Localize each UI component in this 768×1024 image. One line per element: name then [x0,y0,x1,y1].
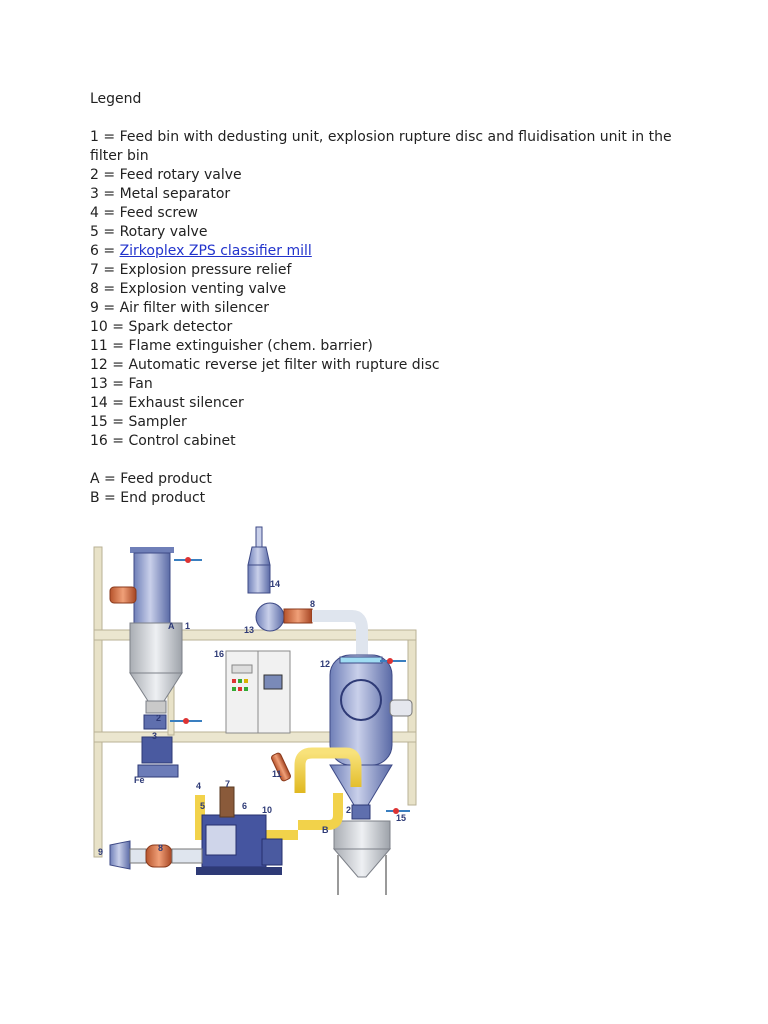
label-16: 16 [214,649,225,659]
legend-item-15: 15 = Sampler [90,414,187,430]
legend-item-4: 4 = Feed screw [90,205,198,221]
legend-item-16: 16 = Control cabinet [90,433,236,449]
legend-item-6: 6 = Zirkoplex ZPS classifier mill [90,243,312,259]
label-1: 1 [185,621,191,631]
label-a: A [168,621,175,631]
plant-diagram [90,525,420,900]
inlet-venting [110,841,202,869]
legend-item-7: 7 = Explosion pressure relief [90,262,292,278]
legend-item-3: 3 = Metal separator [90,186,231,202]
label-8a: 8 [310,599,316,609]
label-5: 5 [200,801,206,811]
legend-item-12: 12 = Automatic reverse jet filter with rupture disc [90,357,440,373]
label-12: 12 [320,659,331,669]
label-fe: Fe [134,775,145,785]
label-b: B [322,825,329,835]
label-13: 13 [244,625,255,635]
label-11: 11 [272,769,282,779]
control-cabinet [226,651,290,733]
legend-item-2: 2 = Feed rotary valve [90,167,242,183]
label-2a: 2 [156,713,162,723]
label-14: 14 [270,579,281,589]
legend-title: Legend [90,91,142,107]
legend-item-8: 8 = Explosion venting valve [90,281,287,297]
end-product-bin [334,821,390,895]
legend-item-10: 10 = Spark detector [90,319,233,335]
label-8b: 8 [158,843,164,853]
legend-document [90,90,690,508]
legend-product-b: B = End product [90,490,206,506]
label-10: 10 [262,805,273,815]
legend-item-5: 5 = Rotary valve [90,224,208,240]
label-15: 15 [396,813,407,823]
label-6: 6 [242,801,248,811]
legend-item-1: 1 = Feed bin with dedusting unit, explosion rupture disc and fluidisation unit in the filter bin [90,129,672,164]
label-9: 9 [98,847,104,857]
legend-item-11: 11 = Flame extinguisher (chem. barrier) [90,338,373,354]
label-4: 4 [196,781,202,791]
label-2b: 2 [346,805,352,815]
label-7: 7 [225,779,231,789]
label-3: 3 [152,731,158,741]
legend-product-a: A = Feed product [90,471,212,487]
legend-item-9: 9 = Air filter with silencer [90,300,270,316]
classifier-mill-link[interactable]: Zirkoplex ZPS classifier mill [119,243,312,259]
legend-item-14: 14 = Exhaust silencer [90,395,244,411]
legend-item-13: 13 = Fan [90,376,153,392]
